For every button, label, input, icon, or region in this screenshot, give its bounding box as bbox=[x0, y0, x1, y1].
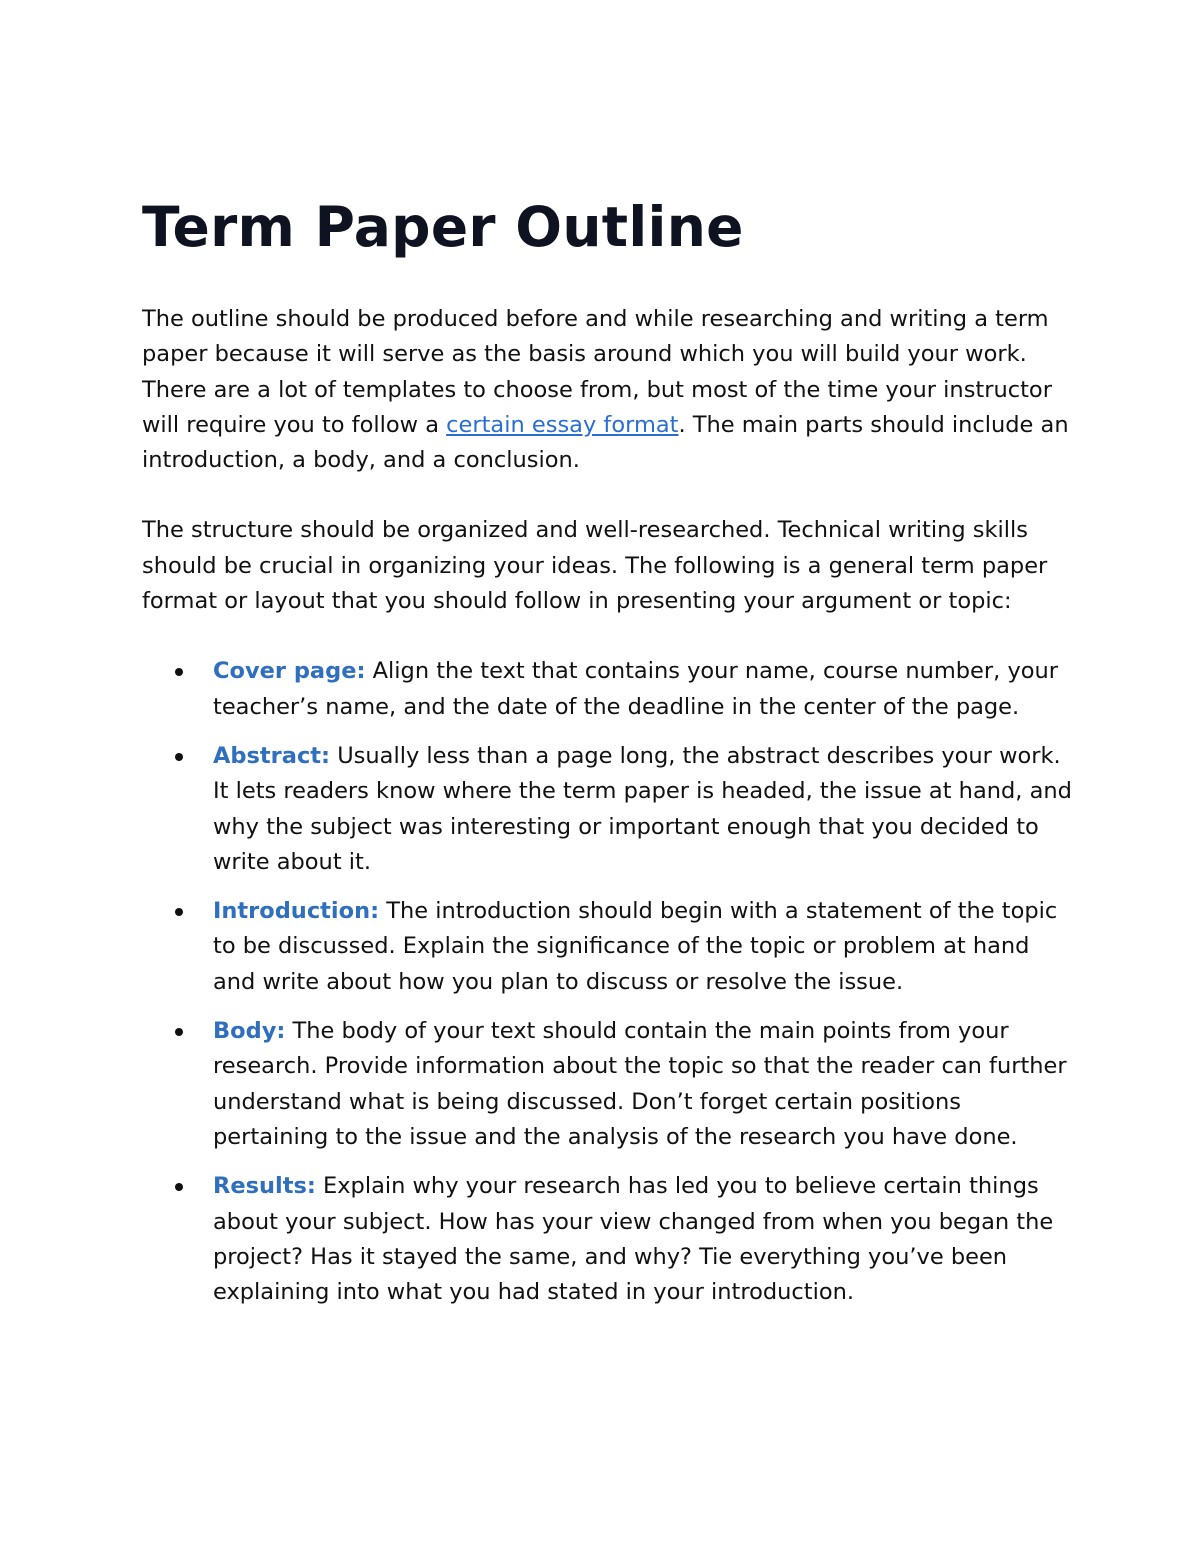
list-item-body bbox=[142, 1014, 1072, 1155]
list-item-text: Usually less than a page long, the abstract describes your work. It lets readers know where the term paper is headed, the issue at hand, and why the subject was interesting or important enough that you decided to write about it. bbox=[213, 742, 1072, 875]
list-item-text: Align the text that contains your name, course number, your teacher’s name, and the date of the deadline in the center of the page. bbox=[213, 658, 1059, 720]
intro-text-before-link: The outline should be produced before and while researching and writing a term paper because it will serve as the basis around which you will build your work. There are a lot of templates to choose from, but most of the time your instructor will require you to follow a bbox=[142, 306, 1052, 438]
list-item-abstract bbox=[142, 739, 1072, 880]
intro-paragraph bbox=[142, 302, 1072, 478]
bullet-icon bbox=[175, 668, 183, 676]
list-item-text: Explain why your research has led you to believe certain things about your subject. How has your view changed from when you began the project? Has it stayed the same, and why? Tie everything you’ve been explaining into what you had stated in your introduction. bbox=[213, 1173, 1054, 1306]
bullet-icon bbox=[175, 1183, 183, 1191]
list-item-text: The body of your text should contain the main points from your research. Provide information about the topic so that the reader can further understand what is being discussed. Don’t forget certain positions pertaining to the issue and the analysis of the research you have done. bbox=[213, 1018, 1067, 1150]
list-item-introduction bbox=[142, 894, 1072, 1000]
list-item-term: Cover page: bbox=[213, 658, 366, 685]
list-item-text: The introduction should begin with a statement of the topic to be discussed. Explain the significance of the topic or problem at hand and write about how you plan to discuss or resolve the issue. bbox=[213, 898, 1058, 995]
list-item-term: Results: bbox=[213, 1173, 316, 1200]
list-item-results bbox=[142, 1169, 1072, 1310]
bullet-icon bbox=[175, 753, 183, 761]
bullet-icon bbox=[175, 908, 183, 916]
list-item-term: Abstract: bbox=[213, 742, 331, 769]
document-page bbox=[142, 192, 1072, 1324]
list-item-term: Introduction: bbox=[213, 898, 380, 925]
intro-text-after-link: . The main parts should include an introduction, a body, and a conclusion. bbox=[142, 411, 1069, 474]
bullet-icon bbox=[175, 1028, 183, 1036]
structure-paragraph: The structure should be organized and well-researched. Technical writing skills should be crucial in organizing your ideas. The following is a general term paper format or layout that you should follow in presenting your argument or topic: bbox=[142, 517, 1048, 615]
essay-format-link[interactable]: certain essay format bbox=[446, 411, 679, 438]
list-item-cover-page bbox=[142, 654, 1072, 725]
outline-list bbox=[142, 654, 1072, 1310]
page-title: Term Paper Outline bbox=[142, 195, 744, 259]
list-item-term: Body: bbox=[213, 1018, 286, 1045]
